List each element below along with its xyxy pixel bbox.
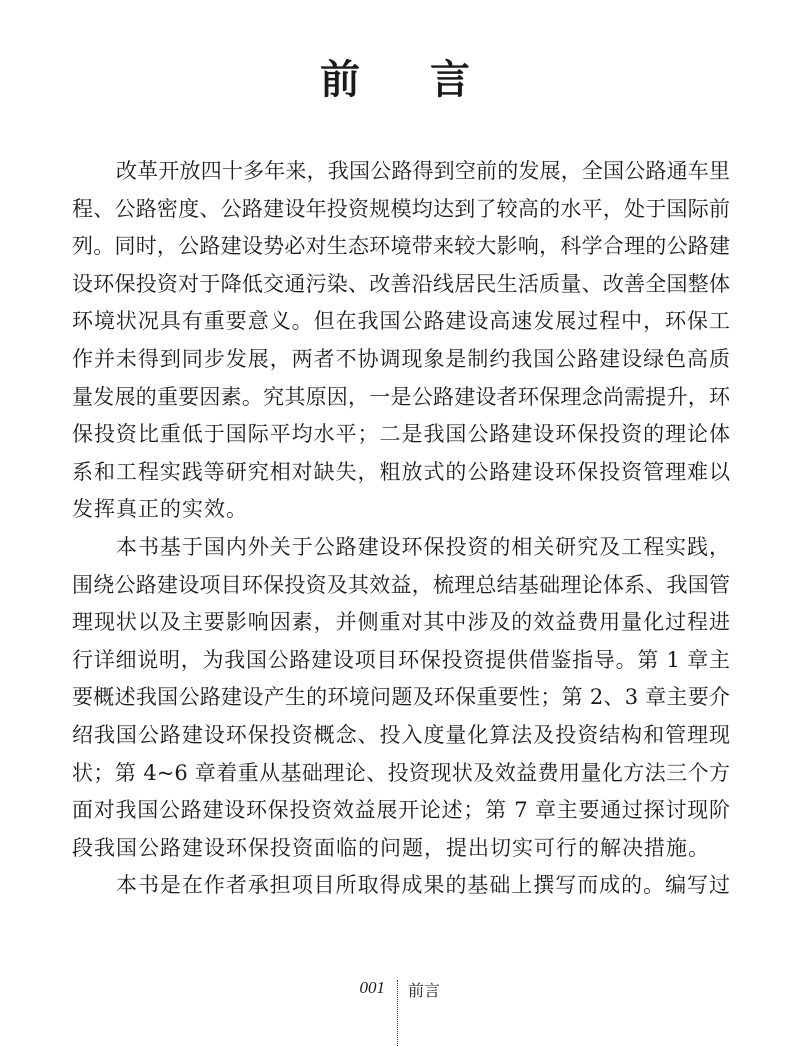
body-text [72, 153, 730, 905]
text-line: 作并未得到同步发展，两者不协调现象是制约我国公路建设绿色高质 [72, 346, 730, 371]
text-line: 保投资比重低于国际平均水平；二是我国公路建设环保投资的理论体 [72, 422, 730, 447]
text-line: 状；第 4~6 章着重从基础理论、投资现状及效益费用量化方法三个方 [72, 760, 730, 785]
text-line: 设环保投资对于降低交通污染、改善沿线居民生活质量、改善全国整体 [72, 271, 730, 296]
section-name: 前言 [408, 981, 441, 1000]
paragraph-2 [72, 529, 730, 867]
text-line: 围绕公路建设项目环保投资及其效益，梳理总结基础理论体系、我国管 [72, 572, 730, 597]
text-line: 改革开放四十多年来，我国公路得到空前的发展，全国公路通车里 [116, 159, 730, 183]
footer-divider [397, 980, 398, 1046]
paragraph-1 [72, 153, 730, 529]
page-title: 前言 [320, 57, 540, 103]
text-line: 要概述我国公路建设产生的环境问题及环保重要性；第 2、3 章主要介 [72, 685, 730, 710]
text-line: 量发展的重要因素。究其原因，一是公路建设者环保理念尚需提升，环 [72, 384, 730, 409]
text-line: 程、公路密度、公路建设年投资规模均达到了较高的水平，处于国际前 [72, 196, 730, 221]
page-number: 001 [359, 978, 385, 997]
page-footer [0, 978, 790, 1046]
text-line: 段我国公路建设环保投资面临的问题，提出切实可行的解决措施。 [72, 835, 710, 860]
paragraph-3 [72, 867, 730, 905]
text-line: 发挥真正的实效。 [72, 497, 248, 522]
text-line: 本书是在作者承担项目所取得成果的基础上撰写而成的。编写过 [116, 873, 730, 898]
text-line: 本书基于国内外关于公路建设环保投资的相关研究及工程实践， [116, 534, 730, 559]
text-line: 环境状况具有重要意义。但在我国公路建设高速发展过程中，环保工 [72, 309, 730, 334]
text-line: 行详细说明，为我国公路建设项目环保投资提供借鉴指导。第 1 章主 [72, 647, 730, 672]
text-line: 理现状以及主要影响因素，并侧重对其中涉及的效益费用量化过程进 [72, 610, 730, 635]
text-line: 列。同时，公路建设势必对生态环境带来较大影响，科学合理的公路建 [72, 234, 730, 259]
text-line: 系和工程实践等研究相对缺失，粗放式的公路建设环保投资管理难以 [72, 459, 730, 484]
text-line: 面对我国公路建设环保投资效益展开论述；第 7 章主要通过探讨现阶 [72, 798, 730, 823]
text-line: 绍我国公路建设环保投资概念、投入度量化算法及投资结构和管理现 [72, 722, 730, 747]
